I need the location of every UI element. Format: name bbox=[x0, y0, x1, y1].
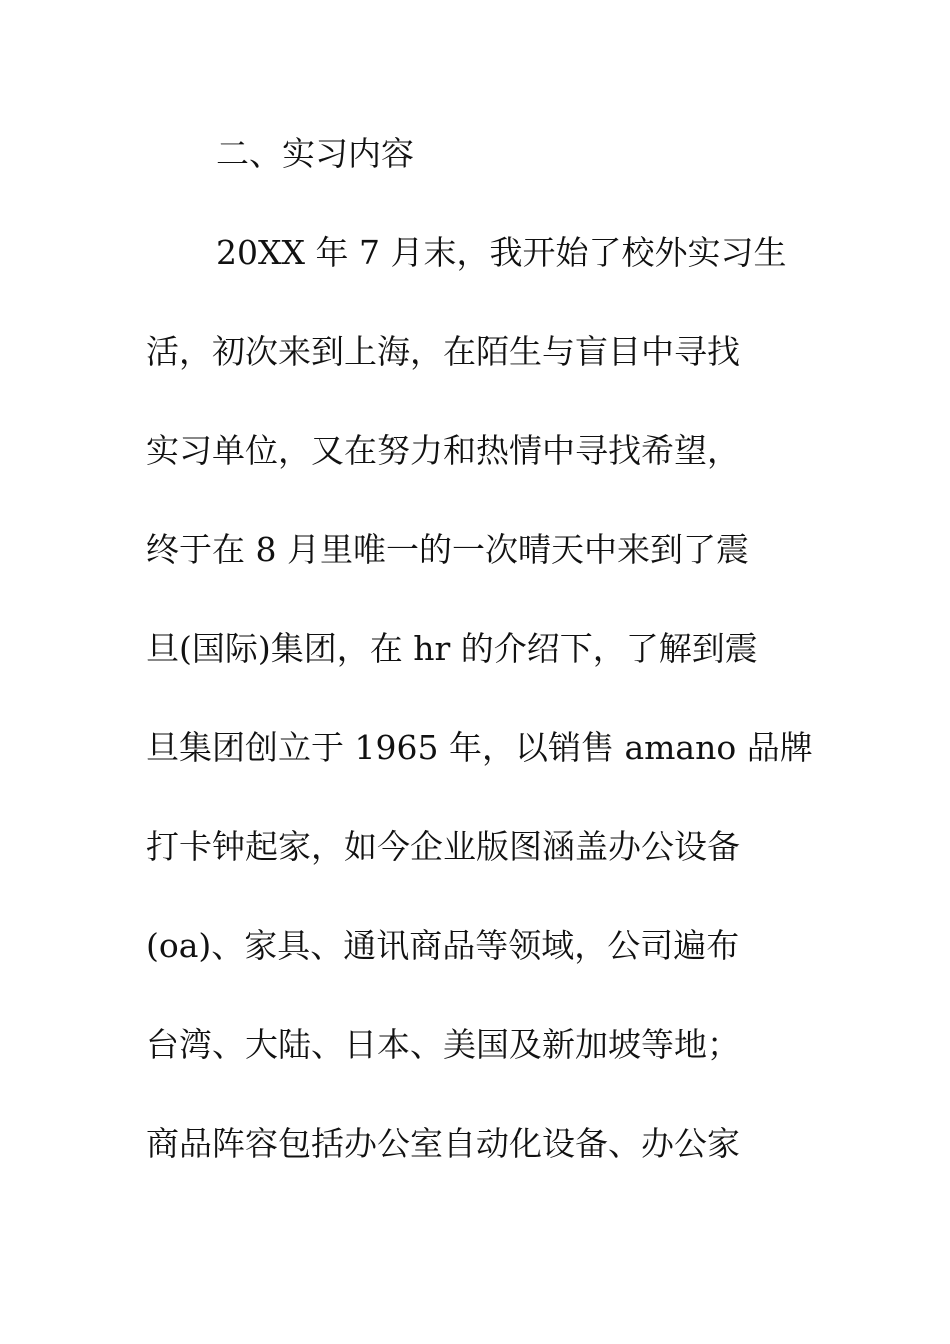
paragraph-line: 商品阵容包括办公室自动化设备、办公家 bbox=[146, 1124, 740, 1163]
paragraph-line: 旦集团创立于 1965 年，以销售 amano 品牌 bbox=[146, 728, 813, 767]
paragraph-line: 实习单位，又在努力和热情中寻找希望， bbox=[146, 431, 740, 470]
paragraph-line: 终于在 8 月里唯一的一次晴天中来到了震 bbox=[146, 530, 749, 569]
paragraph-line: 活，初次来到上海，在陌生与盲目中寻找 bbox=[146, 332, 740, 371]
paragraph-line: 打卡钟起家，如今企业版图涵盖办公设备 bbox=[146, 827, 740, 866]
paragraph-line: 台湾、大陆、日本、美国及新加坡等地； bbox=[146, 1025, 740, 1064]
section-heading: 二、实习内容 bbox=[216, 134, 414, 173]
paragraph-line: 20XX 年 7 月末，我开始了校外实习生 bbox=[216, 233, 787, 272]
paragraph-line: 旦(国际)集团，在 hr 的介绍下，了解到震 bbox=[146, 629, 758, 668]
paragraph-line: (oa)、家具、通讯商品等领域，公司遍布 bbox=[146, 926, 740, 965]
